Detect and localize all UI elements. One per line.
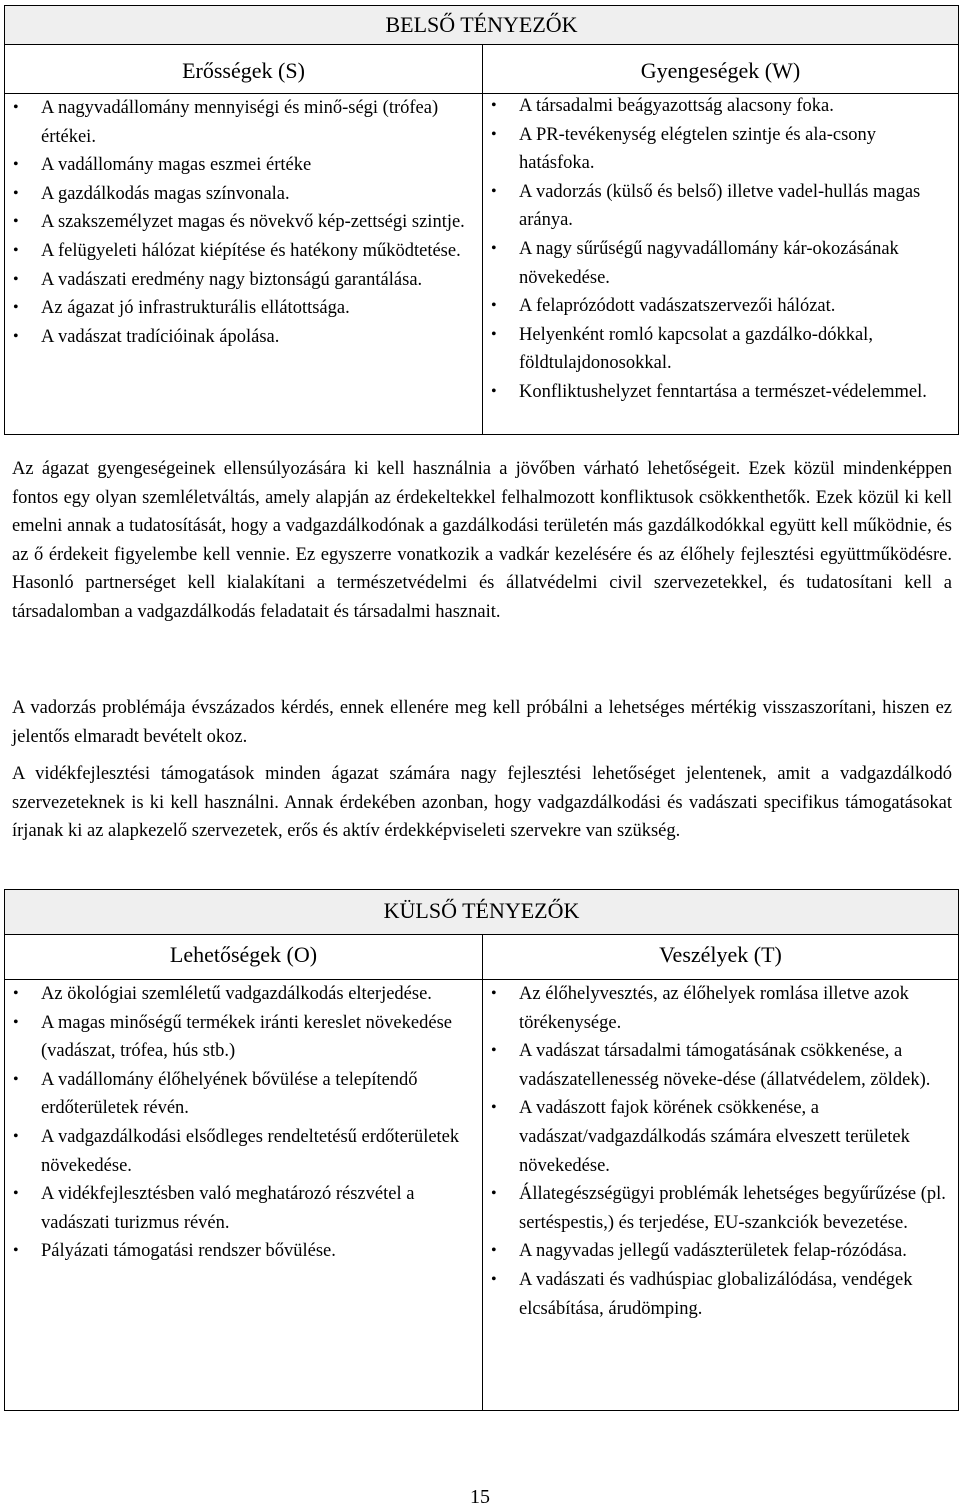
strengths-cell bbox=[5, 94, 483, 435]
list-item: • A nagyvadállomány mennyiségi és minő-ségi (trófea) értékei. bbox=[5, 94, 476, 151]
strengths-heading: Erősségek (S) bbox=[5, 45, 483, 94]
opportunities-list bbox=[5, 980, 482, 1266]
list-item: • A vidékfejlesztésben való meghatározó részvétel a vadászati turizmus révén. bbox=[5, 1180, 482, 1237]
list-item: • A vadászat társadalmi támogatásának csökkenése, a vadászatellenesség növeke-dése (állatvédelem, zöldek). bbox=[483, 1037, 958, 1094]
list-item: • Állategészségügyi problémák lehetséges begyűrűzése (pl. sertéspestis,) és terjedése, EU-szankciók bevezetése. bbox=[483, 1180, 958, 1237]
list-item: • A vadgazdálkodási elsődleges rendeltetésű erdőterületek növekedése. bbox=[5, 1123, 482, 1180]
body-paragraph: A vidékfejlesztési támogatások minden ágazat számára nagy fejlesztési lehetőséget jelentenek, amit a vadgazdálkodó szervezeteknek is ki kell használni. Annak érdekében azonban, hogy vadgazdálkodási és vadászati specifikus támogatásokat írjanak ki az alapkezelő szervezetek, erős és aktív érdekképviseleti szervekre van szükség. bbox=[12, 764, 952, 842]
body-paragraph: A vadorzás problémája évszázados kérdés, ennek ellenére meg kell próbálni a lehetséges mértékig visszaszorítani, hiszen ez jelentős elmaradt bevételt okoz. bbox=[12, 698, 952, 747]
list-item: • A vadászat tradícióinak ápolása. bbox=[5, 323, 476, 352]
list-item: • A társadalmi beágyazottság alacsony foka. bbox=[483, 92, 950, 121]
list-item: • Pályázati támogatási rendszer bővülése. bbox=[5, 1237, 482, 1266]
page-number: 15 bbox=[470, 1486, 490, 1508]
weaknesses-list bbox=[483, 92, 958, 407]
threats-cell bbox=[483, 980, 959, 1411]
list-item: • A nagyvadas jellegű vadászterületek felap-rózódása. bbox=[483, 1237, 958, 1266]
list-item: • A szakszemélyzet magas és növekvő kép-zettségi szintje. bbox=[5, 208, 476, 237]
body-paragraph: Az ágazat gyengeségeinek ellensúlyozására ki kell használnia a jövőben várható lehetőségeit. Ezek közül mindenképpen fontos egy olyan szemléletváltás, amely alapján az érdekeltekkel felhalmozott konfliktusok csökkenthetők. Ezek közül ki kell emelni annak a tudatosítását, hogy a vadgazdálkodónak a gazdálkodási területén más gazdálkodókkal együtt kell működnie, és az ő érdekeit figyelembe kell vennie. Ez egyszerre vonatkozik a vadkár kezelésére és az élőhely fejlesztési együttműködésre. Hasonló partnerséget kell kialakítani a természetvédelmi és állatvédelmi civil szervezetekkel, és tudatosítani kell a társadalomban a vadgazdálkodás feladatait és társadalmi hasznait. bbox=[12, 459, 952, 622]
threats-heading: Veszélyek (T) bbox=[483, 935, 959, 980]
internal-factors-title: BELSŐ TÉNYEZŐK bbox=[5, 6, 959, 45]
list-item: • A vadállomány magas eszmei értéke bbox=[5, 151, 476, 180]
list-item: • Konfliktushelyzet fenntartása a természet-védelemmel. bbox=[483, 378, 950, 407]
opportunities-heading: Lehetőségek (O) bbox=[5, 935, 483, 980]
list-item: • A nagy sűrűségű nagyvadállomány kár-okozásának növekedése. bbox=[483, 235, 950, 292]
list-item: • Helyenként romló kapcsolat a gazdálko-dókkal, földtulajdonosokkal. bbox=[483, 321, 950, 378]
weaknesses-heading: Gyengeségek (W) bbox=[483, 45, 959, 94]
list-item: • A vadászati eredmény nagy biztonságú garantálása. bbox=[5, 266, 476, 295]
list-item: • A gazdálkodás magas színvonala. bbox=[5, 180, 476, 209]
weaknesses-cell bbox=[483, 94, 959, 435]
list-item: • A vadászati és vadhúspiac globalizálódása, vendégek elcsábítása, árudömping. bbox=[483, 1266, 958, 1323]
list-item: • A felaprózódott vadászatszervezői hálózat. bbox=[483, 292, 950, 321]
list-item: • A vadorzás (külső és belső) illetve vadel-hullás magas aránya. bbox=[483, 178, 950, 235]
list-item: • Az élőhelyvesztés, az élőhelyek romlása illetve azok törékenysége. bbox=[483, 980, 958, 1037]
list-item: • A felügyeleti hálózat kiépítése és hatékony működtetése. bbox=[5, 237, 476, 266]
list-item: • Az ágazat jó infrastrukturális ellátottsága. bbox=[5, 294, 476, 323]
threats-list bbox=[483, 980, 958, 1323]
external-factors-title: KÜLSŐ TÉNYEZŐK bbox=[5, 890, 959, 935]
list-item: • Az ökológiai szemléletű vadgazdálkodás elterjedése. bbox=[5, 980, 482, 1009]
internal-factors-table bbox=[4, 5, 959, 435]
external-factors-table bbox=[4, 889, 959, 1411]
list-item: • A magas minőségű termékek iránti kereslet növekedése (vadászat, trófea, hús stb.) bbox=[5, 1009, 482, 1066]
opportunities-cell bbox=[5, 980, 483, 1411]
list-item: • A vadászott fajok körének csökkenése, a vadászat/vadgazdálkodás számára elveszett területek növekedése. bbox=[483, 1094, 958, 1180]
strengths-list bbox=[5, 94, 482, 351]
list-item: • A PR-tevékenység elégtelen szintje és ala-csony hatásfoka. bbox=[483, 121, 950, 178]
list-item: • A vadállomány élőhelyének bővülése a telepítendő erdőterületek révén. bbox=[5, 1066, 482, 1123]
